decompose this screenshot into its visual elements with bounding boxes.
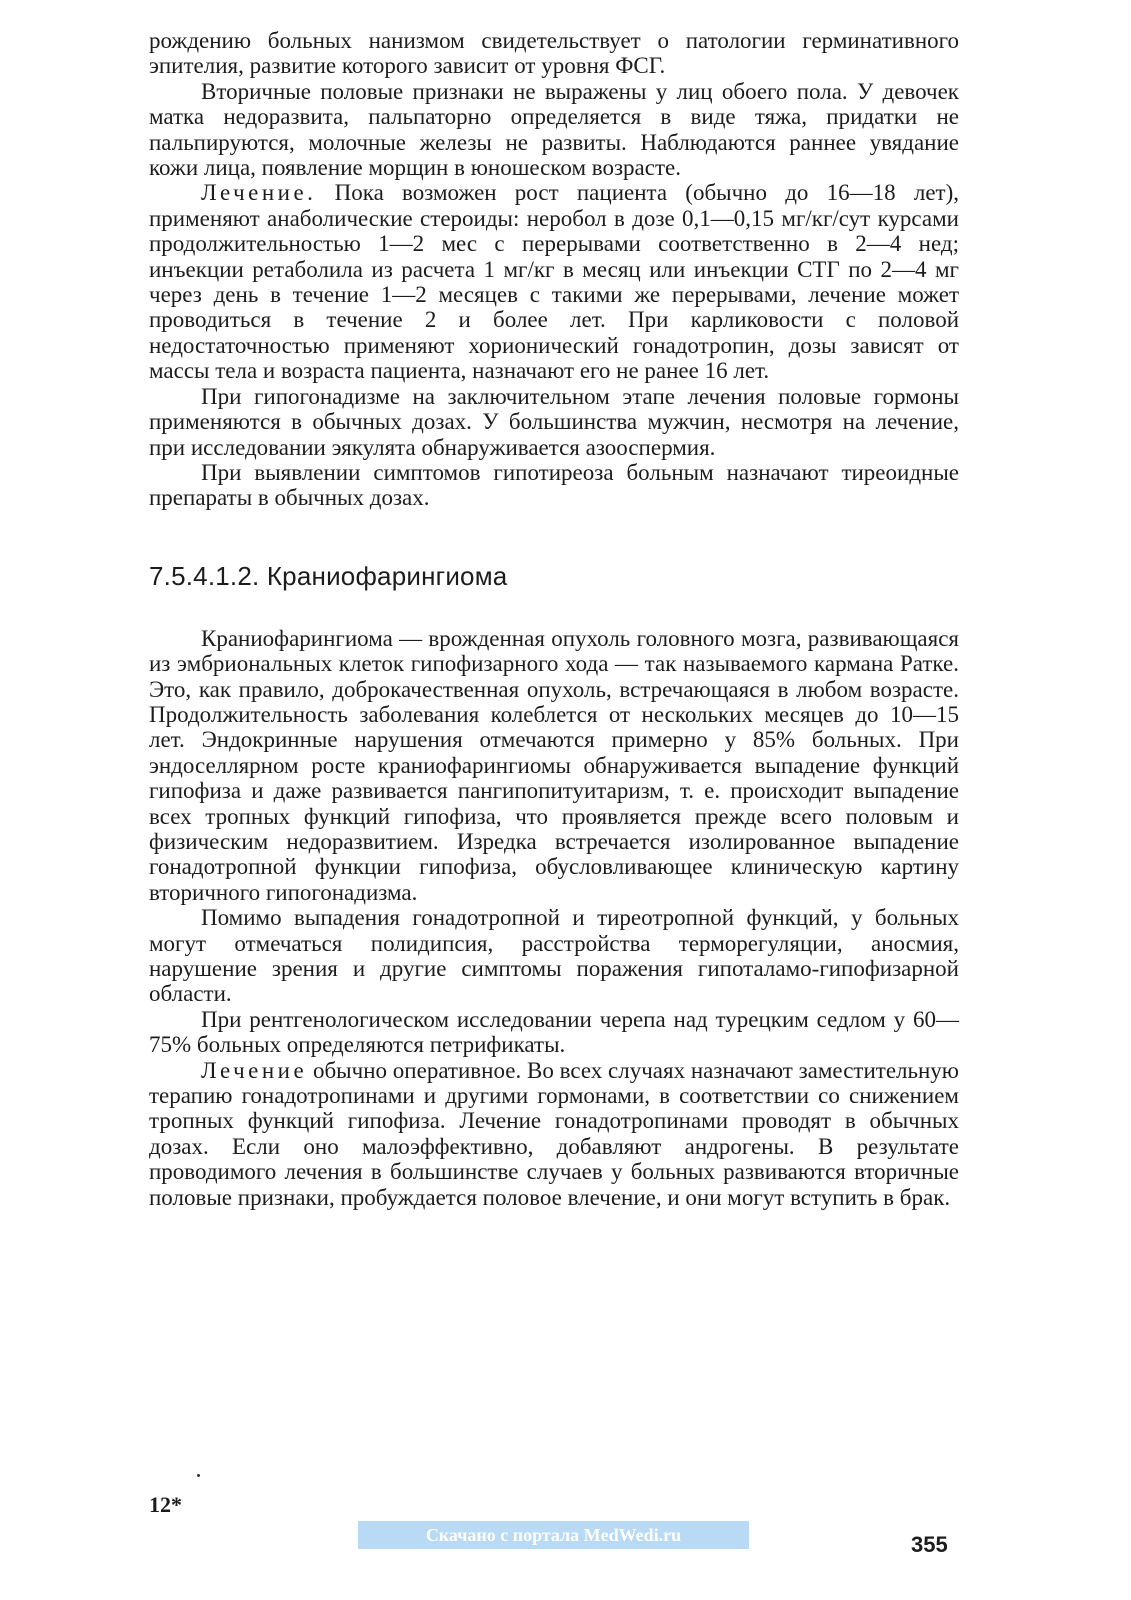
paragraph-secondary-sex-signs: Вторичные половые признаки не выражены у лиц обоего пола. У девочек матка недоразвита, пальпаторно определяется в виде тяжа, придатки не пальпируются, молочные железы не развиты. Наблюдаются раннее увядание кожи лица, появление морщин в юношеском возрасте. xyxy=(149,78,959,181)
treatment-text-2: обычно оперативное. Во всех случаях назначают заместительную терапию гонадотропинами и другими гормонами, в соответствии со снижением тропных функций гипофиза. Лечение гонадотропинами проводят в обычных дозах. Если оно малоэффективно, добавляют андрогены. В результате проводимого лечения в большинстве случаев у больных развиваются вторичные половые признаки, пробуждается половое влечение, и они могут вступить в брак. xyxy=(149,1057,959,1210)
paragraph-symptoms: Помимо выпадения гонадотропной и тиреотропной функций, у больных могут отмечаться полидипсия, расстройства терморегуляции, аносмия, нарушение зрения и другие симптомы поражения гипоталамо-гипофизарной области. xyxy=(149,905,959,1007)
section-heading: 7.5.4.1.2. Краниофарингиома xyxy=(149,560,508,591)
paragraph-xray: При рентгенологическом исследовании черепа над турецким седлом у 60—75% больных определяются петрификаты. xyxy=(149,1006,959,1058)
paragraph-hypogonadism: При гипогонадизме на заключительном этапе лечения половые гормоны применяются в обычных дозах. У большинства мужчин, несмотря на лечение, при исследовании эякулята обнаруживается азооспермия. xyxy=(149,383,959,460)
watermark-banner: Скачано с портала MedWedi.ru xyxy=(358,1521,749,1549)
stray-dot xyxy=(197,1474,200,1477)
treatment-lead-label: Лечение. xyxy=(201,180,317,206)
treatment-lead-label-2: Лечение xyxy=(201,1057,308,1083)
paragraph-continuation: рождению больных нанизмом свидетельствует о патологии герминативного эпителия, развитие которого зависит от уровня ФСГ. xyxy=(149,28,959,79)
page-body xyxy=(149,28,959,1210)
treatment-text: Пока возможен рост пациента (обычно до 16—18 лет), применяют анаболические стероиды: неробол в дозе 0,1—0,15 мг/кг/сут курсами продолжительностью 1—2 мес с перерывами соответственно в 2—4 нед; инъекции ретаболила из расчета 1 мг/кг в месяц или инъекции СТГ по 2—4 мг через день в течение 1—2 месяцев с такими же перерывами, лечение может проводиться в течение 2 и более лет. При карликовости с половой недостаточностью применяют хорионический гонадотропин, дозы зависят от массы тела и возраста пациента, назначают его не ранее 16 лет. xyxy=(149,180,959,384)
page-number: 355 xyxy=(911,1532,948,1557)
paragraph-craniopharyngioma-definition: Краниофарингиома — врожденная опухоль головного мозга, развивающаяся из эмбриональных клеток гипофизарного хода — так называемого кармана Ратке. Это, как правило, доброкачественная опухоль, встречающаяся в любом возрасте. Продолжительность заболевания колеблется от нескольких месяцев до 10—15 лет. Эндокринные нарушения отмечаются примерно у 85% больных. При эндоселлярном росте краниофарингиомы обнаруживается выпадение функций гипофиза и даже развивается пангипопитуитаризм, т. е. происходит выпадение всех тропных функций гипофиза, что проявляется прежде всего половым и физическим недоразвитием. Изредка встречается изолированное выпадение гонадотропной функции гипофиза, обусловливающее клиническую картину вторичного гипогонадизма. xyxy=(149,625,959,905)
paragraph-hypothyroidism: При выявлении симптомов гипотиреоза больным назначают тиреоидные препараты в обычных дозах. xyxy=(149,459,959,511)
paragraph-treatment-nanism xyxy=(149,180,959,383)
paragraph-treatment-craniopharyngioma xyxy=(149,1058,959,1210)
signature-mark: 12* xyxy=(149,1492,182,1517)
